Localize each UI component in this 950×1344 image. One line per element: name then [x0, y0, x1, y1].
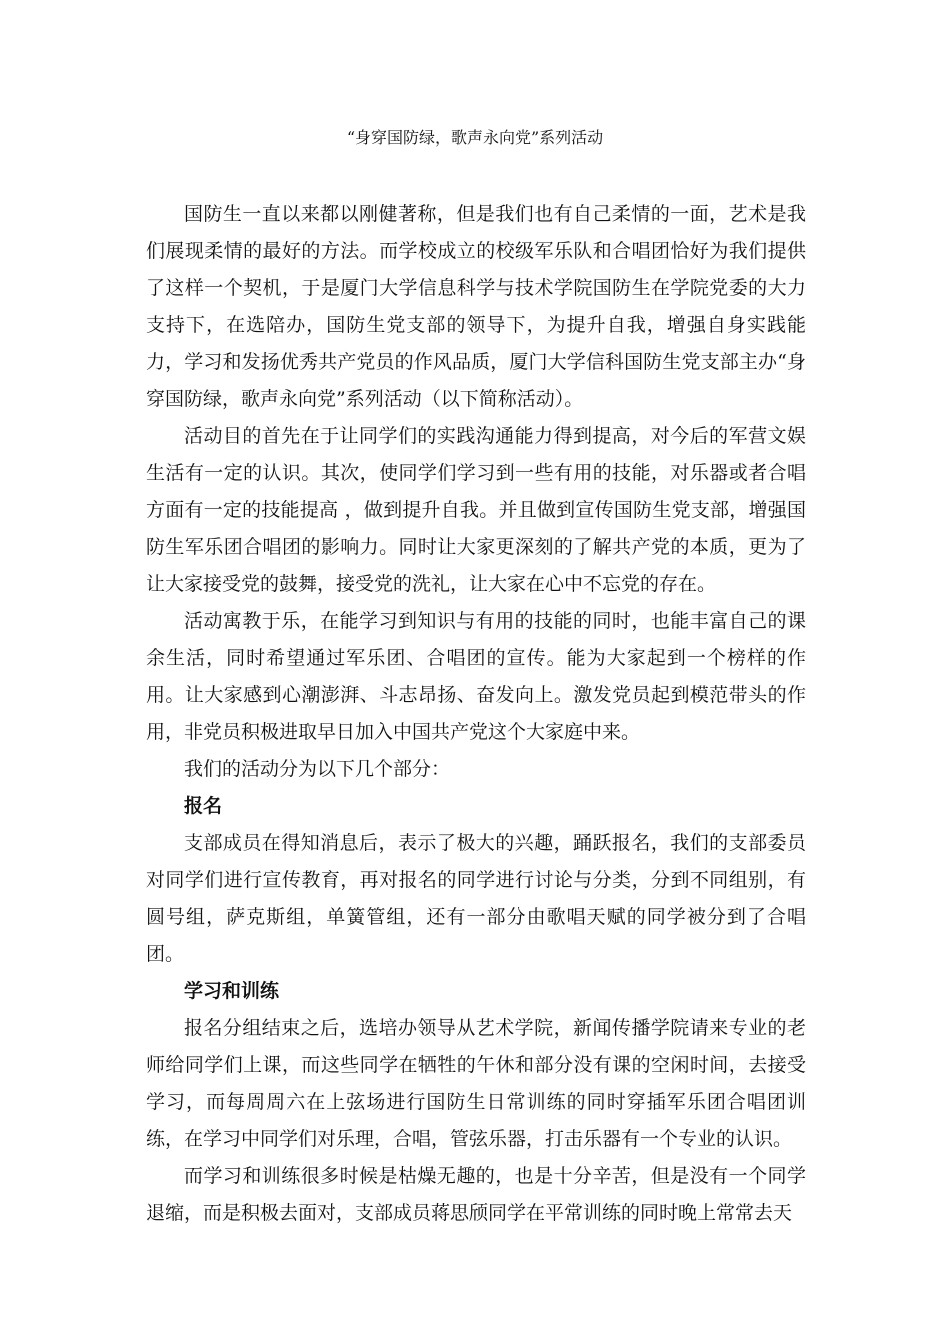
document-title: “身穿国防绿，歌声永向党”系列活动 — [346, 128, 604, 147]
paragraph-training: 报名分组结束之后，选培办领导从艺术学院，新闻传播学院请来专业的老师给同学们上课，而这些同学在牺牲的午休和部分没有课的空闲时间，去接受学习，而每周周六在上弦场进行国防生日常训练的同时穿插军乐团合唱团训练，在学习中同学们对乐理，合唱，管弦乐器，打击乐器有一个专业的认识。 — [146, 1017, 806, 1150]
paragraph-parts-intro: 我们的活动分为以下几个部分： — [184, 758, 451, 780]
paragraph-registration: 支部成员在得知消息后，表示了极大的兴趣，踊跃报名，我们的支部委员对同学们进行宣传教育，再对报名的同学进行讨论与分类，分到不同组别，有圆号组，萨克斯组，单簧管组，还有一部分由歌唱天赋的同学被分到了合唱团。 — [146, 832, 806, 965]
paragraph-intro: 国防生一直以来都以刚健著称，但是我们也有自己柔情的一面，艺术是我们展现柔情的最好的方法。而学校成立的校级军乐队和合唱团恰好为我们提供了这样一个契机，于是厦门大学信息科学与技术学院国防生在学院党委的大力支持下，在选陪办，国防生党支部的领导下，为提升自我，增强自身实践能力，学习和发扬优秀共产党员的作风品质，厦门大学信科国防生党支部主办“身穿国防绿，歌声永向党”系列活动（以下简称活动）。 — [146, 203, 806, 410]
paragraph-purpose: 活动目的首先在于让同学们的实践沟通能力得到提高，对今后的军营文娱生活有一定的认识。其次，使同学们学习到一些有用的技能，对乐器或者合唱方面有一定的技能提高 ，做到提升自我。并且做到宣传国防生党支部，增强国防生军乐团合唱团的影响力。同时让大家更深刻的了解共产党的本质，更为了让大家接受党的鼓舞，接受党的洗礼，让大家在心中不忘党的存在。 — [146, 425, 806, 595]
section-heading-training: 学习和训练 — [184, 980, 280, 1002]
section-heading-registration: 报名 — [184, 795, 223, 817]
document-body — [146, 196, 806, 1232]
paragraph-significance: 活动寓教于乐，在能学习到知识与有用的技能的同时，也能丰富自己的课余生活，同时希望通过军乐团、合唱团的宣传。能为大家起到一个榜样的作用。让大家感到心潮澎湃、斗志昂扬、奋发向上。激发党员起到模范带头的作用，非党员积极进取早日加入中国共产党这个大家庭中来。 — [146, 610, 806, 743]
paragraph-training-hardship: 而学习和训练很多时候是枯燥无趣的，也是十分辛苦，但是没有一个同学退缩，而是积极去面对，支部成员蒋思颀同学在平常训练的同时晚上常常去天 — [146, 1165, 806, 1224]
